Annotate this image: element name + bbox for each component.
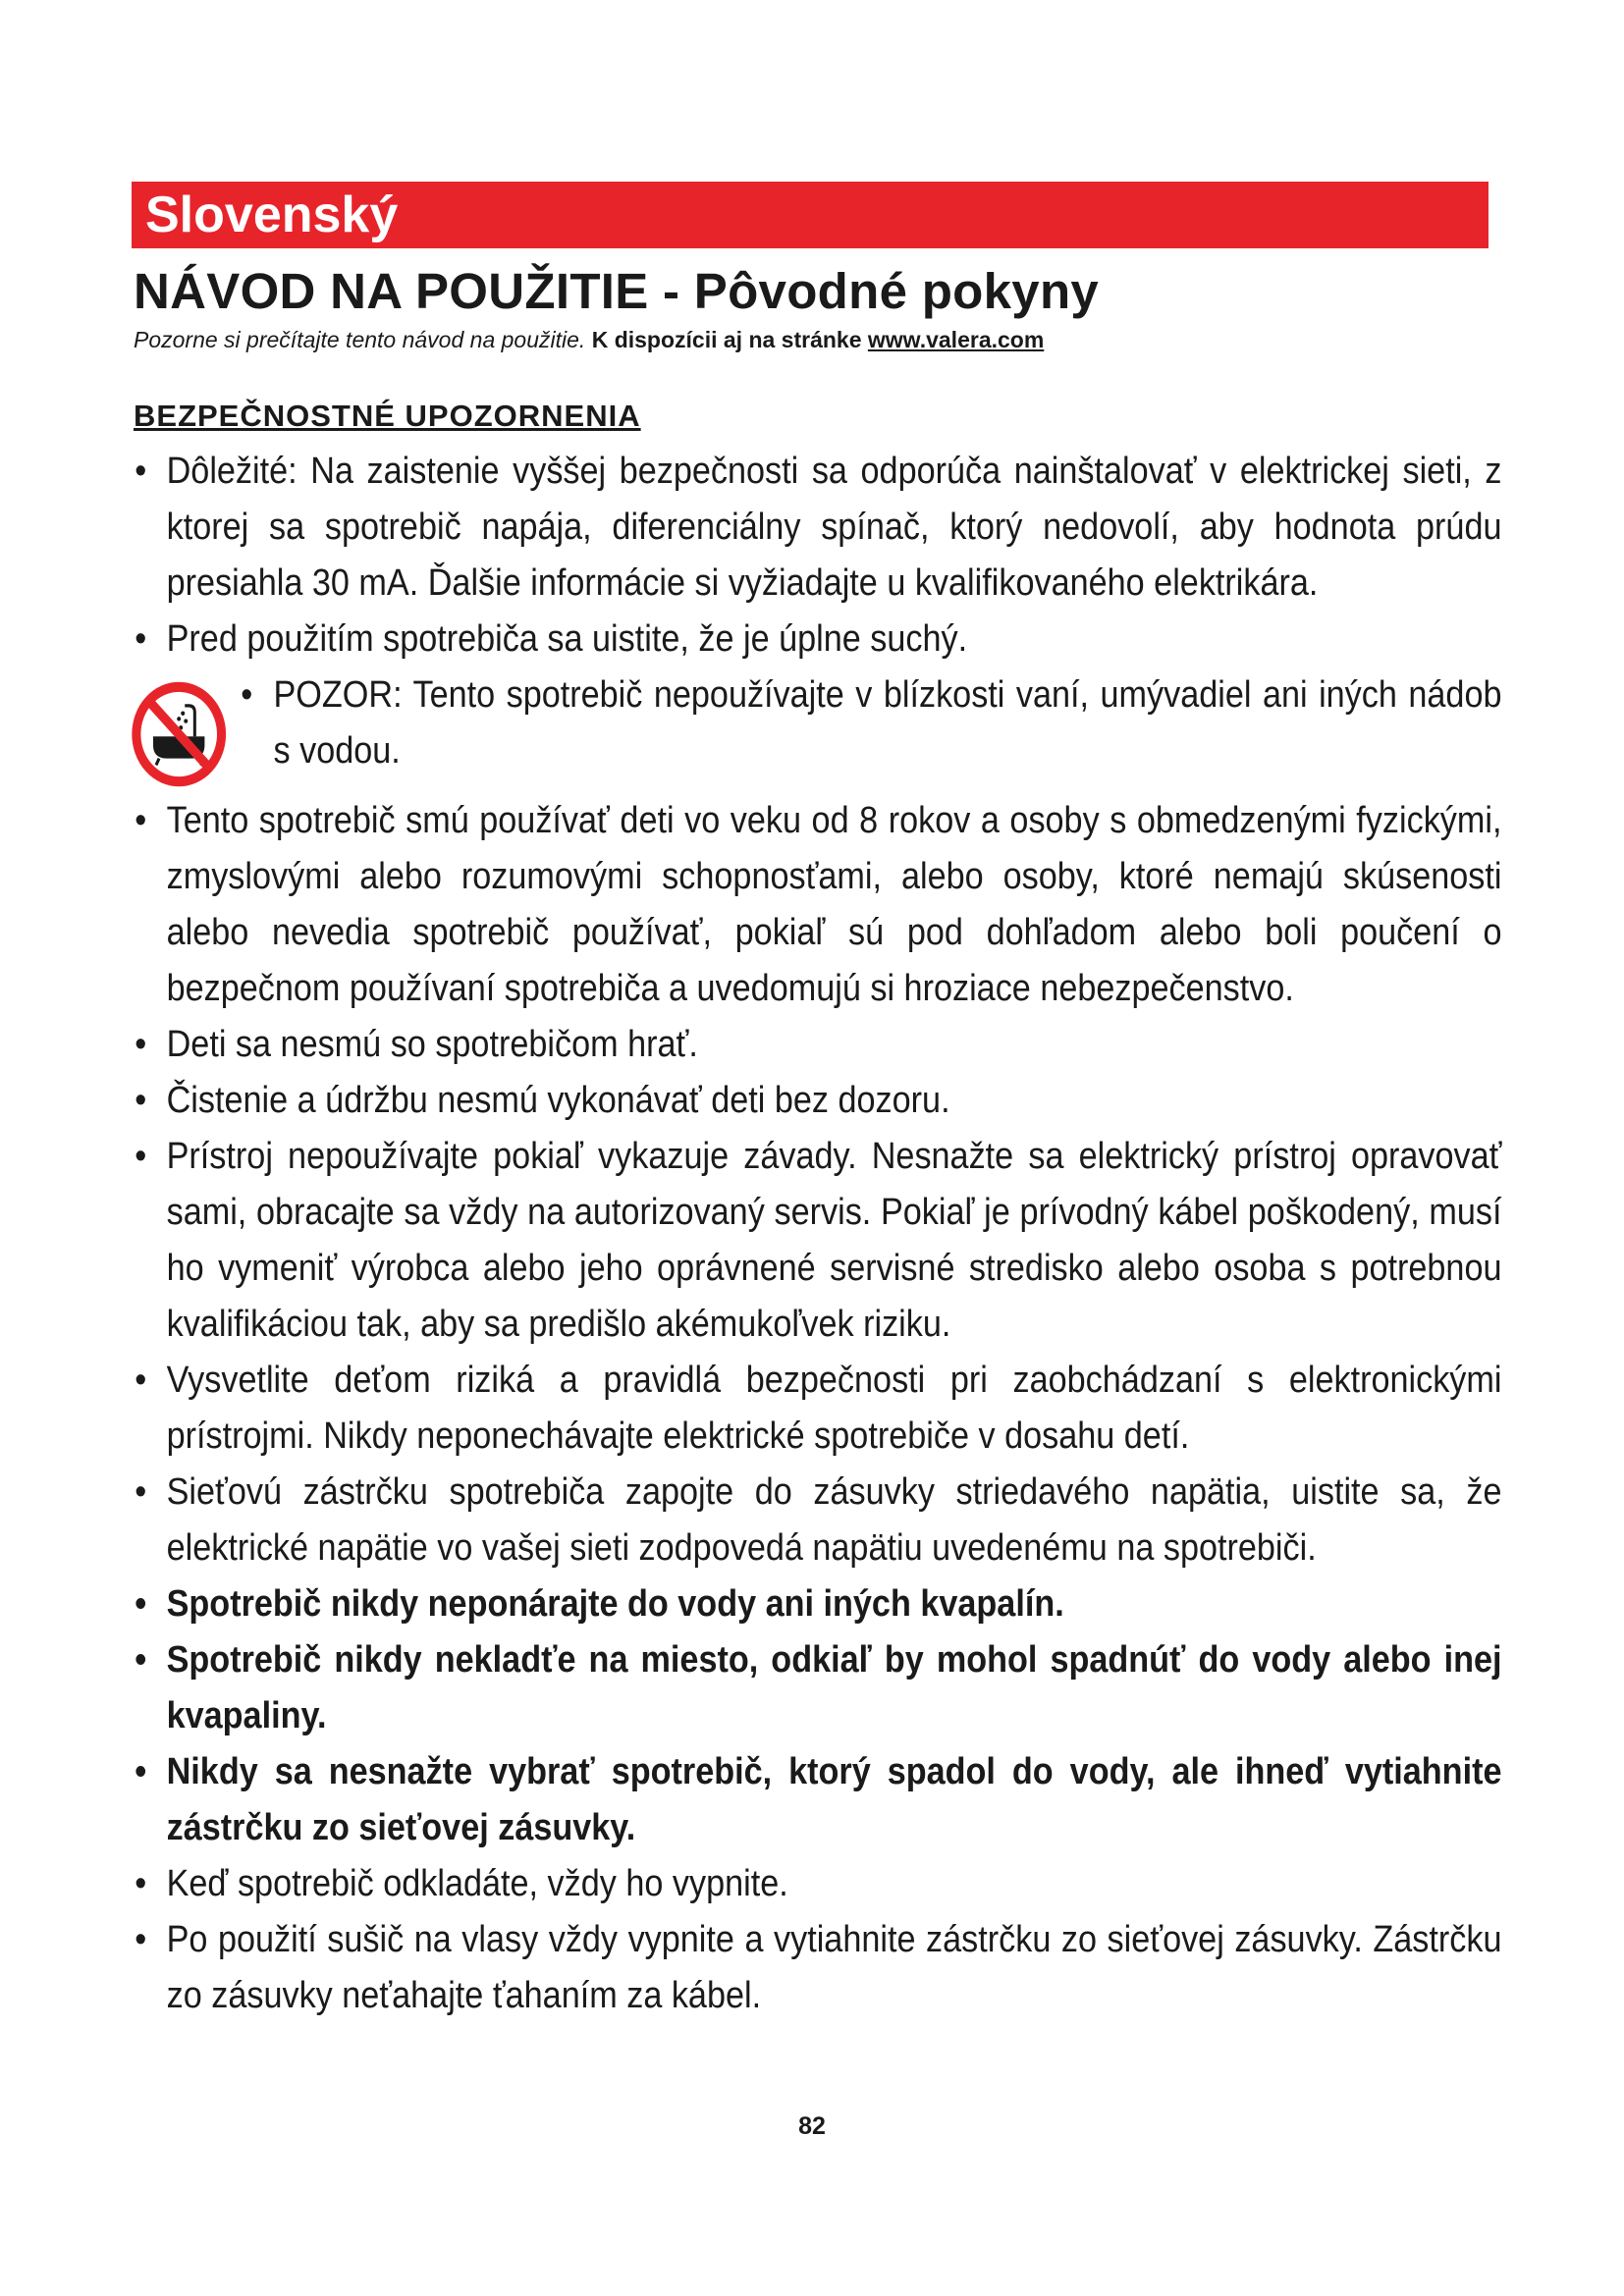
warning-item-children-play: • Deti sa nesmú so spotrebičom hrať. bbox=[128, 1017, 1502, 1073]
subtitle bbox=[134, 325, 1044, 354]
subtitle-availability: K dispozícii aj na stránke bbox=[591, 327, 862, 352]
warning-item-children-use: • Tento spotrebič smú používať deti vo veku od 8 rokov a osoby s obmedzenými fyzickými, zmyslovými alebo rozumovými schopnosťami, alebo osoby, ktoré nemajú skúsenosti alebo nevedia spotrebič používať, pokiaľ sú pod dohľadom alebo boli poučení o bezpečnom používaní spotrebiča a uvedomujú si hroziace nebezpečenstvo. bbox=[128, 793, 1502, 1017]
no-bathtub-prohibition-icon bbox=[130, 679, 229, 789]
warning-item-fallen-in-water: • Nikdy sa nesnažte vybrať spotrebič, ktorý spadol do vody, ale ihneď vytiahnite zástrčku zo sieťovej zásuvky. bbox=[128, 1744, 1502, 1856]
warning-item-voltage: • Sieťovú zástrčku spotrebiča zapojte do zásuvky striedavého napätia, uistite sa, že elektrické napätie vo vašej sieti zodpovedá napätiu uvedenému na spotrebiči. bbox=[128, 1465, 1502, 1576]
subtitle-instruction: Pozorne si prečítajte tento návod na použitie. bbox=[134, 327, 586, 352]
warning-item-dry: • Pred použitím spotrebiča sa uistite, že je úplne suchý. bbox=[128, 612, 1502, 667]
page-number: 82 bbox=[798, 2112, 826, 2140]
warning-item-unplug: • Po použití sušič na vlasy vždy vypnite a vytiahnite zástrčku zo sieťovej zásuvky. Zástrčku zo zásuvky neťahajte ťahaním za kábel. bbox=[128, 1912, 1502, 2024]
safety-warnings-list bbox=[128, 444, 1502, 2024]
warning-item-no-immerse: • Spotrebič nikdy neponárajte do vody ani iných kvapalín. bbox=[128, 1576, 1502, 1632]
warning-item-explain-risks: • Vysvetlite deťom riziká a pravidlá bezpečnosti pri zaobchádzaní s elektronickými prístrojmi. Nikdy neponechávajte elektrické spotrebiče v dosahu detí. bbox=[128, 1353, 1502, 1465]
warning-text-bath: POZOR: Tento spotrebič nepoužívajte v blízkosti vaní, umývadiel ani iných nádob s vodou. bbox=[273, 674, 1502, 772]
language-label: Slovenský bbox=[145, 187, 399, 243]
website-link[interactable]: www.valera.com bbox=[867, 327, 1045, 352]
warning-item-rcd: • Dôležité: Na zaistenie vyššej bezpečnosti sa odporúča nainštalovať v elektrickej sieti, z ktorej sa spotrebič napája, diferenciálny spínač, ktorý nedovolí, aby hodnota prúdu presiahla 30 mA. Ďalšie informácie si vyžiadajte u kvalifikovaného elektrikára. bbox=[128, 444, 1502, 612]
warning-item-defects: • Prístroj nepoužívajte pokiaľ vykazuje závady. Nesnažte sa elektrický prístroj opravovať sami, obracajte sa vždy na autorizovaný servis. Pokiaľ je prívodný kábel poškodený, musí ho vymeniť výrobca alebo jeho oprávnené servisné stredisko alebo osoba s potrebnou kvalifikáciou tak, aby sa predišlo akémukoľvek riziku. bbox=[128, 1129, 1502, 1353]
language-banner bbox=[132, 182, 1489, 248]
warning-item-switch-off: • Keď spotrebič odkladáte, vždy ho vypnite. bbox=[128, 1856, 1502, 1912]
warning-item-bath bbox=[128, 667, 1502, 793]
warning-item-placement: • Spotrebič nikdy nekladťe na miesto, odkiaľ by mohol spadnúť do vody alebo inej kvapaliny. bbox=[128, 1632, 1502, 1744]
section-heading: BEZPEČNOSTNÉ UPOZORNENIA bbox=[134, 399, 641, 433]
warning-item-cleaning: • Čistenie a údržbu nesmú vykonávať deti bez dozoru. bbox=[128, 1073, 1502, 1129]
page-title: NÁVOD NA POUŽITIE - Pôvodné pokyny bbox=[134, 263, 1100, 319]
